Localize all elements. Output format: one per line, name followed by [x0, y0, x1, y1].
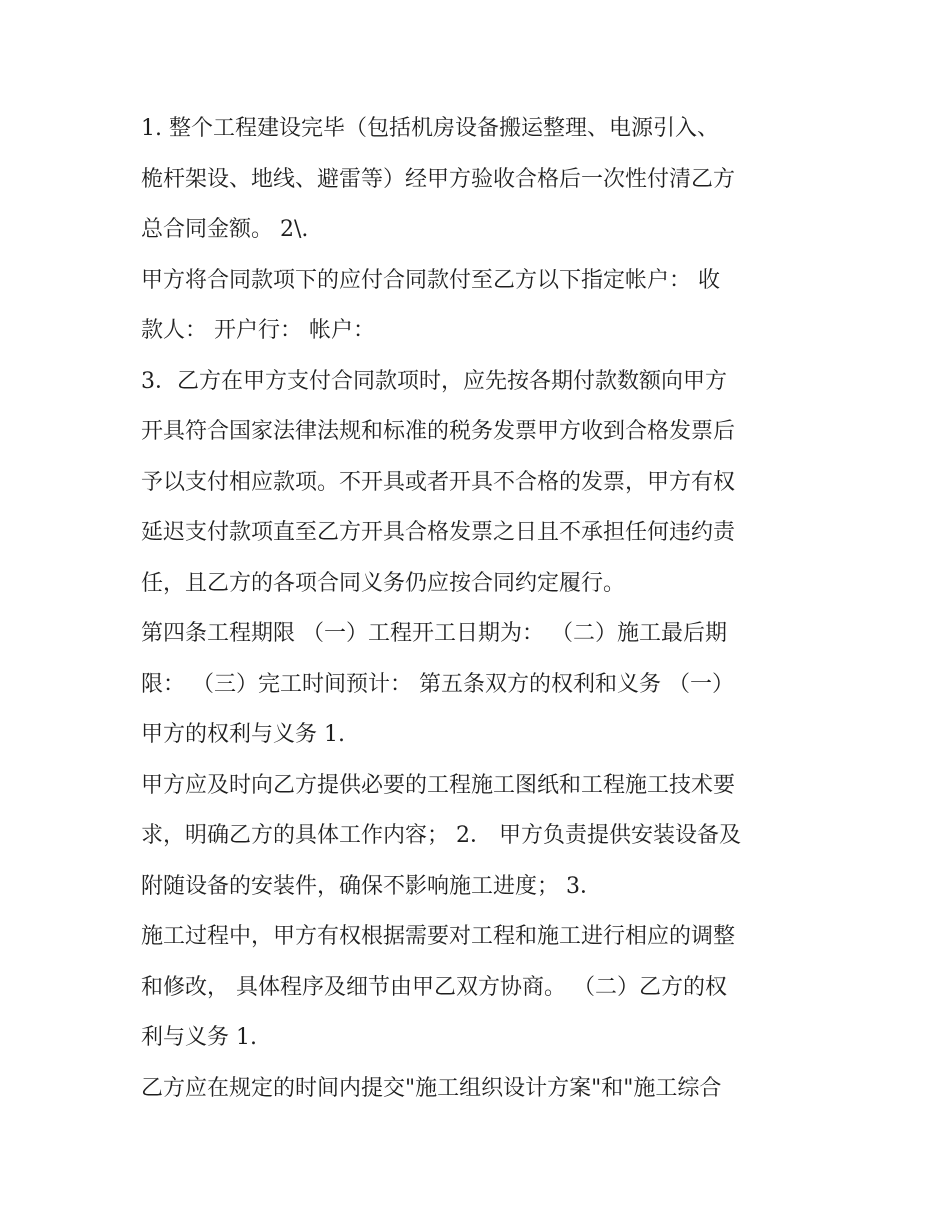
- text-line: 任，且乙方的各项合同义务仍应按合同约定履行。: [141, 570, 626, 596]
- text-line: 甲方的权利与义务 1.: [141, 722, 345, 747]
- text-line: 第四条工程期限 （一）工程开工日期为： （二）施工最后期: [141, 621, 727, 646]
- text-line: 求，明确乙方的具体工作内容； 2． 甲方负责提供安装设备及: [141, 823, 741, 848]
- text-line: 限： （三）完工时间预计： 第五条双方的权利和义务 （一）: [141, 671, 734, 697]
- text-line: 施工过程中，甲方有权根据需要对工程和施工进行相应的调整: [141, 924, 736, 949]
- text-line: 款人： 开户行： 帐户：: [141, 318, 375, 343]
- text-line: 3．乙方在甲方支付合同款项时，应先按各期付款数额向甲方: [141, 368, 727, 394]
- text-line: 桅杆架设、地线、避雷等）经甲方验收合格后一次性付清乙方: [141, 166, 736, 192]
- text-line: 1. 整个工程建设完毕（包括机房设备搬运整理、电源引入、: [141, 116, 719, 141]
- text-line: 延迟支付款项直至乙方开具合格发票之日且不承担任何违约责: [141, 520, 736, 545]
- text-line: 甲方应及时向乙方提供必要的工程施工图纸和工程施工技术要: [141, 772, 736, 798]
- text-line: 甲方将合同款项下的应付合同款付至乙方以下指定帐户： 收: [141, 267, 720, 293]
- text-line: 利与义务 1.: [141, 1025, 257, 1050]
- text-line: 乙方应在规定的时间内提交"施工组织设计方案"和"施工综合: [141, 1075, 722, 1101]
- document-body: [141, 104, 813, 1114]
- text-line: 总合同金额。 2\.: [141, 217, 309, 242]
- text-line: 和修改， 具体程序及细节由甲乙双方协商。 （二）乙方的权: [141, 974, 727, 1000]
- text-line: 开具符合国家法律法规和标准的税务发票甲方收到合格发票后: [141, 419, 736, 444]
- text-line: 予以支付相应款项。不开具或者开具不合格的发票，甲方有权: [141, 469, 736, 495]
- text-line: 附随设备的安装件，确保不影响施工进度； 3．: [141, 873, 602, 899]
